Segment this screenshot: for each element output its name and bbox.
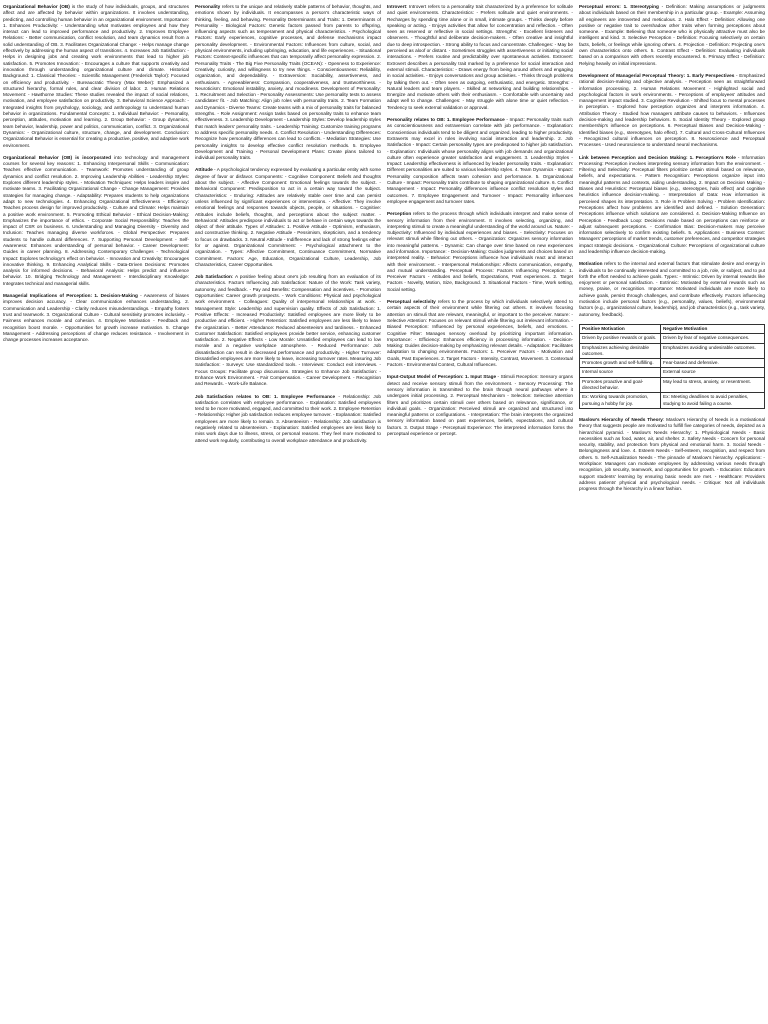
table-row bbox=[580, 393, 765, 409]
paragraph bbox=[579, 155, 765, 256]
positive-motivation-cell: Promotes growth and self-fulfilling. bbox=[580, 359, 661, 368]
paragraph bbox=[3, 4, 189, 149]
paragraph-lead: Job Satisfaction relates to OB: 1. Employee Performance bbox=[195, 393, 336, 399]
table-row bbox=[580, 343, 765, 359]
column-2 bbox=[195, 4, 381, 1020]
paragraph-lead: Maslow's Hierarchy of Needs Theory bbox=[579, 416, 663, 422]
negative-motivation-cell: External source bbox=[661, 368, 765, 377]
paragraph bbox=[195, 167, 381, 268]
motivation-table bbox=[579, 324, 765, 409]
paragraph-text: into technology and management courses for several key reasons: 1. Enhancing Interpersonal Skills - Communication: Teaches effective communication. - Teamwork: Promotes understanding of group dynamics and conflict resolution. 2. Improving Leadership Abilities - Leadership Styles: Explores different leadership styles. - Motivation Techniques: Helps leaders inspire and motivate teams. 3. Facilitating Organizational Change - Change Management: Provides strategies for managing change. - Adaptability: Prepares students to help organizations adapt to new technologies. 4. Enhancing Organizational Effectiveness - Efficiency: Teaches process design for improved productivity. - Culture and Climate: Helps maintain a positive work environment. 5. Promoting Ethical Behavior - Ethical Decision-Making: Emphasizes the importance of ethics. - Corporate Social Responsibility: Teaches the impact of CSR on business. 6. Understanding and Managing Diversity - Diversity and Inclusion: Teaches managing diverse workforces. - Global Perspective: Prepares students to handle cultural differences. 7. Supporting Personal Development - Self-Awareness: Enhances understanding of personal behavior. - Career Development: Guides in career planning. 8. Addressing Contemporary Challenges - Technological Impact: Explores technology's effect on behavior. - Innovation and Creativity: Encourages innovative thinking. 9. Enhancing Analytical Skills - Data-Driven Decisions: Promotes analysis for informed decisions. - Behavioral Analysis: Helps predict and influence behavior. 10. Bridging Technology and Management - Interdisciplinary Knowledge: Integrates technical and managerial skills. bbox=[3, 154, 189, 286]
paragraph-text: : Maslow's Hierarchy of Needs is a motivational theory that suggests people are motivated to fulfill five categories of needs, depicted as a hierarchical pyramid. - Maslow's Needs Hierarchy: 1. Physiological Needs - Basic necessities such as food, water, air, and shelter. 2. Safety Needs - Concern for personal security, stability, and protection from physical and emotional harm. 3. Social Needs - Belongingness and love. 4. Esteem Needs - Self-esteem, recognition, and respect from others. 5. Self-Actualization Needs - The pinnacle of Maslow's hierarchy. Applications: - Workplace: Managers can motivate employees by addressing various needs through recognition, job security, teamwork, and opportunities for growth. - Education: Educators support students' learning by ensuring basic needs are met. - Healthcare: Providers address patients' physical and psychological needs. - Critique: Not all individuals progress through the hierarchy in a linear fashion. bbox=[579, 416, 765, 492]
paragraph-lead: Perceptual selectivity bbox=[387, 299, 436, 305]
paragraph-text: refers to the process by which individuals selectively attend to certain aspects of their environment while filtering out others. It involves focusing attention on stimuli that are relevant, meaningful, or important to the perceiver. Nature: - Selective Attention: Focuses on relevant stimuli while filtering out irrelevant information. - Biased Perception: Influenced by personal experiences, beliefs, and emotions. - Cognitive Filter: Manages sensory overload by prioritizing important information. Importance: - Efficiency: Enhances efficiency in processing information. - Decision-Making: Guides decision-making by emphasizing relevant details. - Adaptation: Facilitates adaptation to changing environments. Factors: 1. Perceiver Factors - Motivation and Goals, Past Experiences. 2. Target Factors - Intensity, Contrast, Movement. 3. Contextual Factors - Environmental Context, Cultural Influences. bbox=[387, 299, 573, 368]
paragraph-text: - Impact: Personality traits such as conscientiousness and extraversion correlate with job performance. - Explanation: Conscientious individuals tend to be diligent and organized, leading to higher productivity. Extraverts may excel in roles involving social interaction and leadership. 2. Job Satisfaction - Impact: Certain personality types are predisposed to higher job satisfaction. - Explanation: Individuals whose personality aligns with job demands and organizational culture often experience greater satisfaction and engagement. 3. Leadership Styles - Impact: Leadership effectiveness is influenced by leader personality traits. - Explanation: Different personalities are suited to various leadership styles. 4. Team Dynamics - Impact: Personality composition affects team cohesion and performance. 5. Organizational Culture - Impact: Personality traits contribute to shaping organizational culture. 6. Conflict Management - Impact: Personality differences influence conflict resolution styles and outcomes. 7. Employee Engagement and Turnover - Impact: Personality influences employee engagement and turnover rates. bbox=[387, 117, 573, 204]
paragraph-lead: Input-Output Model of Perception: 1. Input Stage bbox=[387, 374, 497, 380]
negative-motivation-cell: May lead to stress, anxiety, or resentment. bbox=[661, 377, 765, 393]
paragraph bbox=[387, 4, 573, 111]
paragraph bbox=[579, 417, 765, 493]
paragraph-text: : A positive feeling about one's job resulting from an evaluation of its characteristics. Factors Influencing Job Satisfaction: Nature of the Work: Task variety, autonomy, and feedback. - Pay and Benefits: Compensation and incentives. - Promotion Opportunities: Career growth prospects. - Work Conditions: Physical and psychological work environment. - Colleagues: Quality of interpersonal relationships at work. - Management Style: Leadership and supervision quality. Effects of Job Satisfaction: 1. Positive Effects: - Increased Productivity: Satisfied employees are more likely to be productive and efficient. - Higher Retention: Satisfied employees are less likely to leave the organization. - Better Attendance: Reduced absenteeism and tardiness. - Enhanced Customer Satisfaction: Satisfied employees provide better service, enhancing customer satisfaction. 2. Negative Effects - Low Morale: Unsatisfied employees can lead to low morale and a negative workplace atmosphere. - Reduced Performance: Job dissatisfaction can result in decreased performance and productivity. - Higher Turnover: Dissatisfied employees are more likely to leave, increasing turnover rates. Measuring Job Satisfaction: - Surveys: Use standardized tools. - Interviews: Conduct exit interviews. - Focus Groups: Facilitate group discussions. Strategies to Enhance Job Satisfaction: - Enhance Work Environment. - Fair Compensation. - Career Development. - Recognition and Rewards. - Work-Life Balance. bbox=[195, 274, 381, 387]
positive-motivation-header: Positive Motivation bbox=[580, 324, 661, 333]
paragraph-lead: Link between Perception and Decision Making: 1. Perception's Role bbox=[579, 154, 736, 160]
positive-motivation-cell: Emphasizes achieving desirable outcomes. bbox=[580, 343, 661, 359]
paragraph-lead: Perceptual errors: 1. Stereotyping bbox=[579, 4, 659, 9]
negative-motivation-cell: Driven by fear of negative consequences. bbox=[661, 334, 765, 343]
paragraph-text: is the study of how individuals, groups, and structures affect and are affected by behavior within organizations. It involves understanding, predicting, and controlling human behavior in an organizational environment. Importance: 1. Enhances Productivity: - Understanding what motivates employees and how they interact can lead to improved performance and productivity. 2. Improves Employee Relations: - Better communication, conflict resolution, and team dynamics result from a solid understanding of OB. 3. Facilitates Organizational Change: - Helps manage change effectively by addressing the human aspect of transitions. 4. Increases Job Satisfaction: - Helps in designing jobs and creating work environments that lead to higher job satisfaction. 5. Promotes Innovation: - Encourages a culture that supports creativity and innovation through understanding organizational culture and climate. Historical Background: 1. Classical Theories: - Scientific Management (Frederick Taylor): Focused on efficiency and productivity. - Bureaucratic Theory (Max Weber): Emphasized a structured hierarchy, formal rules, and clear division of labor. 2. Human Relations Movement: - Hawthorne Studies: These studies revealed the impact of social relations, motivation, and employee satisfaction on productivity. 3. Behavioral Science Approach: - Integrated insights from psychology, sociology, and anthropology to understand human behavior in organizations. Fundamental Concepts: 1. Individual Behavior: - Personality, perception, attitudes, motivation and learning. 2. Group Behavior: - Group dynamics, team behavior, leadership, power and politics, communication, conflict. 3. Organizational Dynamics: - Organizational culture, structure, change, and development. Conclusion: Organizational Behavior is essential for creating a productive, positive, and adaptive work environment. bbox=[3, 4, 189, 148]
negative-motivation-header: Negative Motivation bbox=[661, 324, 765, 333]
column-1 bbox=[3, 4, 189, 1020]
paragraph bbox=[195, 4, 381, 161]
paragraph-text: - Emphasized rational decision-making and objective analysis. - Perception seen as straightforward information processing. 2. Human Relations Movement - Highlighted social and psychological factors in work environments. - Perceptions of employees' attitudes and management impact studied. 3. Cognitive Revolution - Shifted focus to mental processes in perception. - Explored how perception organizes and interprets information. 4. Attribution Theory - Studied how managers attribute causes to behaviors. - Influences decision-making and leadership behaviors. 5. Social Identity Theory - Explored group membership's influence on perceptions. 6. Perceptual Biases and Decision-Making - Identified biases (e.g., stereotypes, halo effect). 7. Cultural and Cross-Cultural Influences - Recognized cultural influences on perception. 8. Neuroscience and Perceptual Processes - Used neuroscience to understand neural mechanisms. bbox=[579, 72, 765, 148]
paragraph-text: refers to the process through which individuals interpret and make sense of sensory information from their environment. It involves selecting, organizing, and interpreting stimuli to create a meaningful understanding of the world around us. Nature: - Subjectivity: Influenced by individual experiences and biases. - Selectivity: Focuses on relevant stimuli while filtering out others. - Organization: Organizes sensory information into meaningful patterns. - Dynamic: Can change over time based on new experiences and information. Importance: - Decision-Making: Guides judgments and choices based on interpreted reality. - Behavior: Perceptions influence how individuals react and interact with their environment. - Interpersonal Relationships: Affects communication, empathy, and mutual understanding. Perceptual Process: Factors Influencing Perception: 1. Perceiver Factors - Attitudes and beliefs, Expectations, Past experiences. 2. Target Factors - Novelty, Motion, Size, Background. 3. Situational Factors - Time, Work setting, Social setting. bbox=[387, 211, 573, 292]
paragraph-text: refers to the unique and relatively stable patterns of behavior, thoughts, and emotions shown by individuals. It encompasses a person's characteristic ways of thinking, feeling, and behaving. Personality Determinants and Traits: 1. Determinants of Personality - Biological Factors: Genetic factors passed from parents to offspring, influencing aspects such as temperament and physical characteristics. - Psychological Factors: Early experiences, cognitive processes, and defense mechanisms impact personality development. - Environmental Factors: Influences from culture, social, and physical environments, including upbringing, education, and life experiences. - Situational Factors: Context-specific influences that can temporarily affect personality expression. 2. Personality Traits - The Big Five Personality Traits (OCEAN): - Openness to Experience: Creativity, curiosity, and willingness to try new things. - Conscientiousness: Reliability, organization, and dependability. - Extraversion: Sociability, assertiveness, and enthusiasm. - Agreeableness: Compassion, cooperativeness, and trustworthiness. - Neuroticism: Emotional instability, anxiety, and moodiness. Development of Personality: 1. Recruitment and Selection - Personality Assessments: Use personality tests to assess candidates' fit. - Job Matching: Align job roles with personality traits. 2. Team Formation and Dynamics - Diverse Teams: Create teams with a mix of personality traits for balanced strengths. - Role Assignment: Assign tasks based on personality traits to enhance team effectiveness. 3. Leadership Development - Leadership Styles: Develop leadership styles that match leaders' personality traits. - Leadership Training: Customize training programs to address specific personality needs. 4. Conflict Resolution - Understanding Differences: Recognize how personality differences can lead to conflicts. - Mediation Strategies: Use personality insights to develop effective conflict resolution methods. 5. Employee Development and Training - Personal Development Plans: Create plans tailored to individual personality traits. bbox=[195, 4, 381, 161]
paragraph-lead: Organizational Behavior (OB) bbox=[3, 4, 70, 9]
table-row bbox=[580, 377, 765, 393]
paragraph-lead: Development of Managerial Perceptual Theory: 1. Early Perspectives bbox=[579, 72, 735, 78]
paragraph bbox=[3, 155, 189, 287]
table-row bbox=[580, 359, 765, 368]
table-row bbox=[580, 334, 765, 343]
paragraph-lead: Introvert bbox=[387, 4, 407, 9]
positive-motivation-cell: Promotes proactive and goal-directed behavior. bbox=[580, 377, 661, 393]
negative-motivation-cell: Emphasizes avoiding undesirable outcomes. bbox=[661, 343, 765, 359]
negative-motivation-cell: Fear-based and defensive. bbox=[661, 359, 765, 368]
positive-motivation-cell: Internal source bbox=[580, 368, 661, 377]
paragraph-text: - Definition: Making assumptions or judgments about individuals based on their membership in a particular group. - Example: Assuming all engineers are introverted and meticulous. 2. Halo Effect - Definition: Allowing one positive or negative trait to overshadow other traits when forming perceptions about someone. - Example: Believing that someone who is physically attractive must also be intelligent and kind. 3. Selective Perception - Definition: Focusing selectively on certain facts, beliefs, or feelings while ignoring others. 4. Projection - Definition: Projecting one's own characteristics onto others. 5. Contrast Effect - Definition: Evaluating individuals based on a comparison with others recently encountered. 6. Primacy Effect - Definition: Relying heavily on initial impressions. bbox=[579, 4, 765, 66]
paragraph bbox=[387, 374, 573, 437]
negative-motivation-cell: Ex: Meeting deadlines to avoid penalties, studying to avoid failing a course. bbox=[661, 393, 765, 409]
paragraph bbox=[579, 261, 765, 318]
column-3 bbox=[387, 4, 573, 1020]
paragraph-lead: Managerial Implications of Perception: 1. Decision-Making bbox=[3, 293, 138, 299]
paragraph-text: : Introvert refers to a personality trait characterized by a preference for solitude and quiet environments. Characteristics: - Prefers solitude and quiet environments. - Recharges by spending time alone or in small, intimate groups. - Thinks deeply before speaking or acting. - Enjoys activities that allow for concentration and reflection. - Often seen as reserved or reflective in social settings. Strengths: - Excellent listeners and observers. - Thoughtful and deliberate decision-makers. - Often creative and insightful due to deep introspection. - Strong ability to focus and concentrate. Challenges: - May be perceived as aloof or distant. - Sometimes struggles with assertiveness or initiating social interactions. - Prefers routine and predictability over spontaneous activities. Extrovert: Extrovert describes a personality trait marked by a preference for social interaction and external stimuli. Characteristics: - Draws energy from being around others and engaging in social activities. - Enjoys conversations and group activities. - Thinks through problems by talking them out. - Often seen as outgoing, enthusiastic, and energetic. Strengths: - Natural leaders and team players. - Skilled at networking and building relationships. - Energize and motivate others with their enthusiasm. - Comfortable with uncertainty and adapt well to change. Challenges: - May struggle with alone time or quiet reflection. - Tendency to seek external validation or approval. bbox=[387, 4, 573, 110]
paragraph bbox=[195, 274, 381, 387]
paragraph bbox=[387, 299, 573, 368]
paragraph-lead: Perception bbox=[387, 211, 412, 217]
positive-motivation-cell: Ex: Working towards promotion, pursuing a hobby for joy. bbox=[580, 393, 661, 409]
paragraph-text: refers to the internal and external factors that stimulate desire and energy in individuals to be continually interested and committed to a job, role, or subject, and to put forth the effort needed to achieve goals. Types: - Intrinsic: Driven by internal rewards like enjoyment or personal satisfaction. - Extrinsic: Motivated by external rewards such as money, praise, or recognition. Importance: Motivated individuals are more likely to achieve goals, persist through challenges, and contribute effectively. Factors influencing motivation include personal factors (e.g., personality, values, beliefs), environmental factors (e.g., organizational culture, leadership), and job characteristics (e.g., task variety, autonomy, feedback). bbox=[579, 261, 765, 317]
paragraph-lead: Job Satisfaction bbox=[195, 274, 232, 280]
paragraph bbox=[579, 4, 765, 67]
paragraph-text: - A psychological tendency expressed by evaluating a particular entity with some degree of favor or disfavor. Components: - Cognitive Component: Beliefs and thoughts about the subject. - Affective Component: Emotional feelings towards the subject. - Behavioral Component: Predisposition to act in a certain way toward the subject. Characteristics: - Enduring: Attitudes are relatively stable over time and can persist unless influenced by significant experiences or interventions. - Affective: They involve emotional feelings and responses towards objects, people, or situations. - Cognitive: Attitudes include beliefs, thoughts, and perceptions about the subject matter. - Behavioral: Attitudes predispose individuals to act or behave in certain ways towards the object of their attitude. Types of Attitudes: 1. Positive Attitude - Optimism, enthusiasm, and constructive thinking. 2. Negative Attitude - Pessimism, skepticism, and a tendency to focus on drawbacks. 3. Neutral Attitude - Indifference and lack of strong feelings either for or against. Organizational Commitment: - Psychological attachment to the organization. - Types: Affective Commitment, Continuance Commitment, Normative Commitment. Factors: Age, Education, Organizational Culture, Leadership, Job Characteristics, Career Opportunities. bbox=[195, 167, 381, 267]
paragraph-lead: Organizational Behavior (OB) is incorporated bbox=[3, 154, 111, 160]
paragraph-lead: Motivation bbox=[579, 261, 603, 267]
paragraph-text: - Awareness of biases improves decision accuracy. - Clear communication enhances understanding. 2. Communication and Leadership - Clarity reduces misunderstandings. - Empathy fosters trust and teamwork. 3. Organizational Culture - Cultural sensitivity promotes inclusivity. - Fairness enhances morale and cohesion. 4. Employee Motivation - Feedback and recognition boost morale. - Opportunities for growth increase motivation. 5. Change Management - Addressing perceptions of change reduces resistance. - Involvement in change processes increases acceptance. bbox=[3, 293, 189, 343]
paragraph-text: - Relationship: Job satisfaction correlates with employee performance. - Explanation: Satisfied employees tend to be more motivated, engaged, and committed to their work. 2. Employee Retention - Relationship: Higher job satisfaction reduces employee turnover. - Explanation: Satisfied employees are more likely to remain. 3. Absenteeism - Relationship: Job satisfaction is negatively related to absenteeism. - Explanation: Satisfied employees are less likely to miss work days due to illness, stress, or personal reasons. They feel more motivated to attend work regularly, contributing to overall workplace attendance and productivity. bbox=[195, 393, 381, 443]
col4-top bbox=[579, 4, 765, 318]
paragraph-lead: Attitude bbox=[195, 167, 213, 173]
positive-motivation-cell: Driven by positive rewards or goals. bbox=[580, 334, 661, 343]
paragraph bbox=[195, 394, 381, 444]
table-row bbox=[580, 368, 765, 377]
paragraph bbox=[579, 73, 765, 149]
motivation-table-header bbox=[580, 324, 765, 333]
motivation-table-body bbox=[580, 334, 765, 409]
paragraph-text: - Information Processing: Perception involves interpreting sensory information from the environment. - Filtering and Selectivity: Perceptual filters prioritize certain stimuli based on relevance, beliefs, and expectations. - Pattern Recognition: Perceptions organize input into meaningful patterns and contexts, aiding understanding. 2. Impact on Decision Making - Biases and Heuristics: Perceptual biases (e.g., stereotypes, halo effect) and cognitive heuristics influence decision-making. - Interpretation of Data: How information is perceived shapes its interpretation. 3. Role in Problem Solving - Problem Identification: Perceptions affect how problems are identified and defined. - Solution Generation: Perceptions influence which solutions are considered. 4. Decision-Making Influence on Perception - Feedback Loop: Decisions made based on perceptions can reinforce or adjust subsequent perceptions. - Confirmation Bias: Decision-makers may perceive information selectively to confirm existing beliefs. 5. Applications - Business Context: Managers' perceptions of market trends, customer preferences, and competitor strategies impact strategic decisions. - Organizational Culture: Perceptions of organizational culture and leadership influence decision-making. bbox=[579, 154, 765, 254]
paragraph-lead: Personality relates to OB: 1. Employee Performance bbox=[387, 117, 505, 123]
col4-bottom bbox=[579, 417, 765, 493]
paragraph bbox=[387, 211, 573, 293]
paragraph-text: - Stimuli Reception: Sensory organs detect and receive sensory stimuli from the environment. - Sensory Processing: The sensory information is transmitted to the brain through neural pathways where it undergoes initial processing. 2. Perceptual Mechanism - Selection: Selective attention filters and prioritizes certain stimuli over others based on relevance, significance, or individual goals. - Organization: Perceived stimuli are organized and structured into meaningful patterns or configurations. - Interpretation: The brain interprets the organized sensory information based on past experiences, beliefs, expectations, and cultural factors. 3. Output Stage - Perceptual Experience: The interpreted information forms the perceptual experience or percept. bbox=[387, 374, 573, 436]
column-4 bbox=[579, 4, 765, 1020]
paragraph bbox=[387, 117, 573, 205]
paragraph-lead: Personality bbox=[195, 4, 221, 9]
paragraph bbox=[3, 293, 189, 343]
